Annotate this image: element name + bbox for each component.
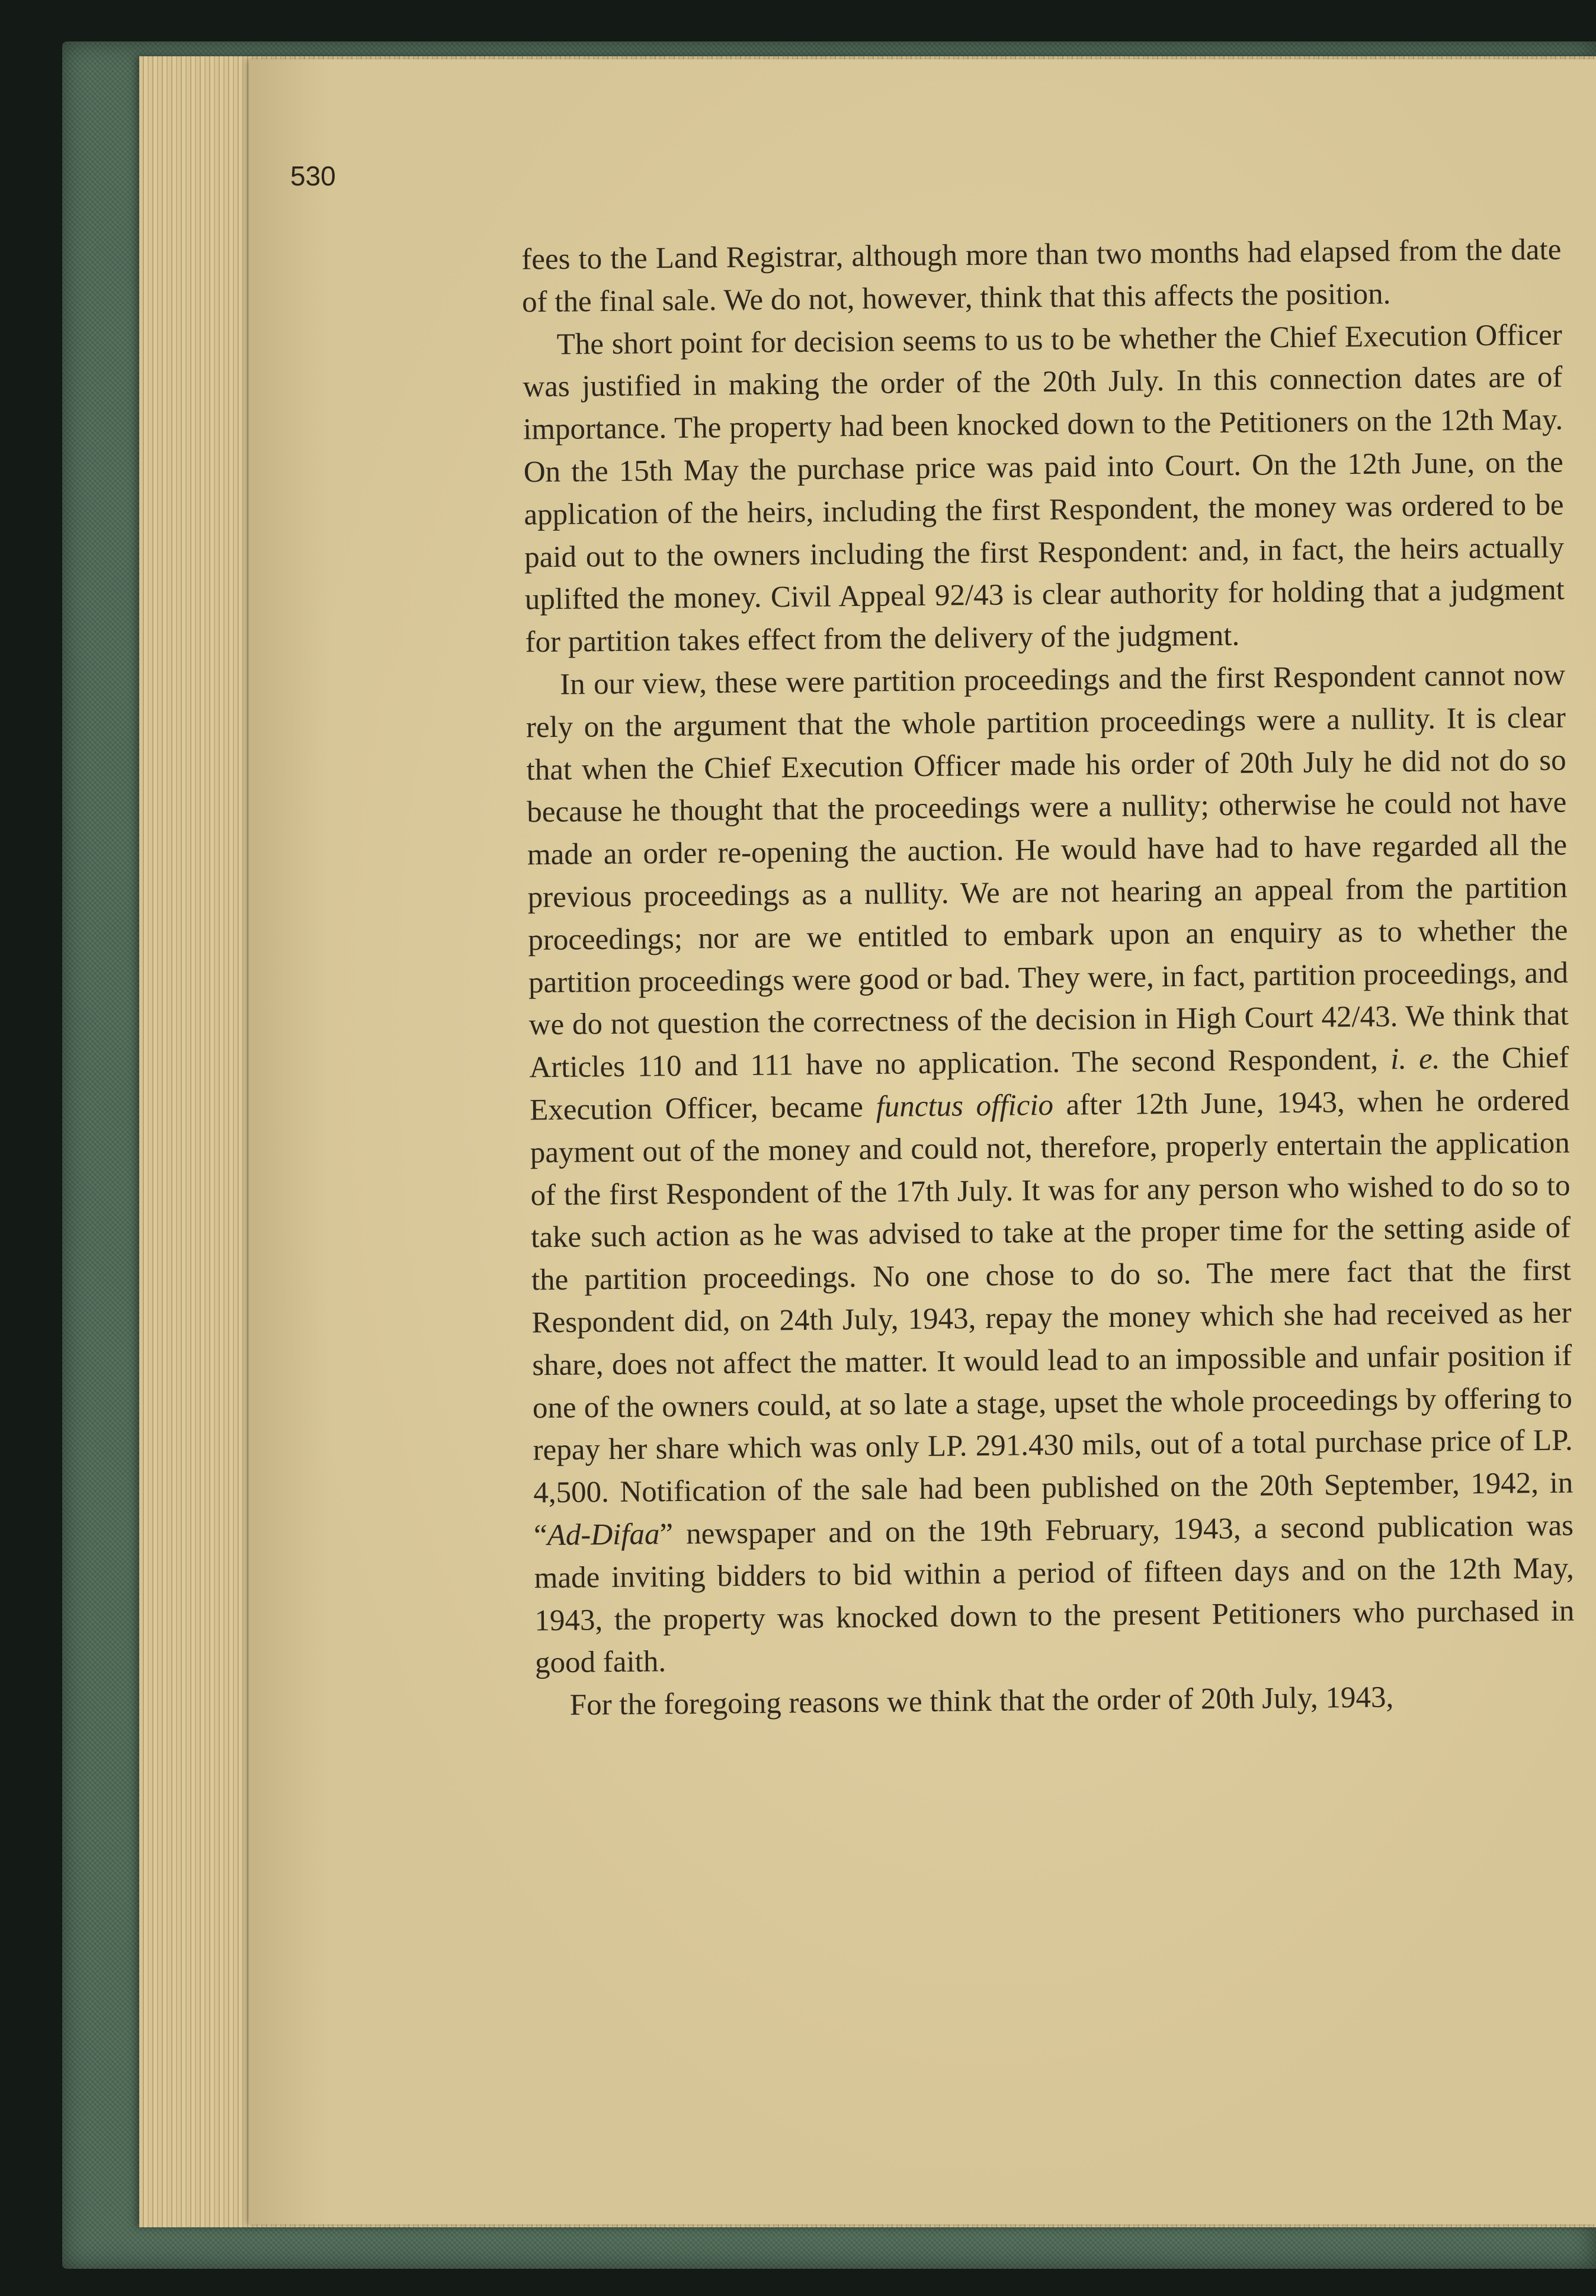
paragraph-continuation xyxy=(521,229,1562,324)
italic-text: Ad-Difaa xyxy=(547,1518,660,1553)
paragraph xyxy=(522,314,1565,664)
body-text xyxy=(521,229,1579,2123)
text-segment: the Chief Execution Officer, became xyxy=(529,1041,1569,1127)
text-segment: after 12th June, 1943, when he ordered payment out of the money and could not, therefore, properly entertain the application of the first Respondent of the 17th July. It was for any person who wished to do so to take such action as he was advised to take at the proper time for the setting aside of the partition proceedings. No one chose to do so. The mere fact that the first Respondent did, on 24th July, 1943, repay the money which she had received as her share, does not affect the matter. It would lead to an impossible and unfair position if one of the owners could, at so late a stage, upset the whole proceedings by offering to repay her share which was only LP. 291.430 mils, out of a total purchase price of LP. 4,500. Notification of the sale had been published on the 20th September, 1942, in “ xyxy=(530,1083,1573,1553)
page-number: 530 xyxy=(290,161,336,191)
text-segment: fees to the Land Registrar, although more than two months had elapsed from the date of the final sale. We do not, however, think that this affects the position. xyxy=(521,233,1562,319)
text-segment: For the foregoing reasons we think that the order of 20th July, 1943, xyxy=(569,1681,1394,1722)
text-segment: ” newspaper and on the 19th February, 1943, a second publication was made inviting bidders to bid within a period of fifteen days and on the 12th May, 1943, the property was knocked down to the present Petitioners who purchased in good faith. xyxy=(534,1509,1575,1680)
paragraph xyxy=(525,655,1575,1685)
text-segment: In our view, these were partition proceedings and the first Respondent cannot now rely on the argument that the whole partition proceedings were a nullity. It is clear that when the Chief Execution Officer made his order of 20th July he did not do so because he thought that the proceedings were a nullity; otherwise he could not have made an order re-opening the auction. He would have had to have regarded all the previous proceedings as a nullity. We are not hearing an appeal from the partition proceedings; nor are we entitled to embark upon an enquiry as to whether the partition proceedings were good or bad. They were, in fact, partition proceedings, and we do not question the correctness of the decision in High Court 42/43. We think that Articles 110 and 111 have no application. The second Respondent, xyxy=(525,658,1569,1085)
text-segment: The short point for decision seems to us to be whether the Chief Execution Officer was justified in making the order of the 20th July. In this connection dates are of importance. The property had been knocked down to the Petitioners on the 12th May. On the 15th May the purchase price was paid into Court. On the 12th June, on the application of the heirs, including the first Respondent, the money was ordered to be paid out to the owners including the first Respondent: and, in fact, the heirs actually uplifted the money. Civil Appeal 92/43 is clear authority for holding that a judgment for partition takes effect from the delivery of the judgment. xyxy=(523,318,1565,659)
italic-text: i. e. xyxy=(1390,1042,1440,1076)
italic-text: functus officio xyxy=(876,1088,1054,1124)
